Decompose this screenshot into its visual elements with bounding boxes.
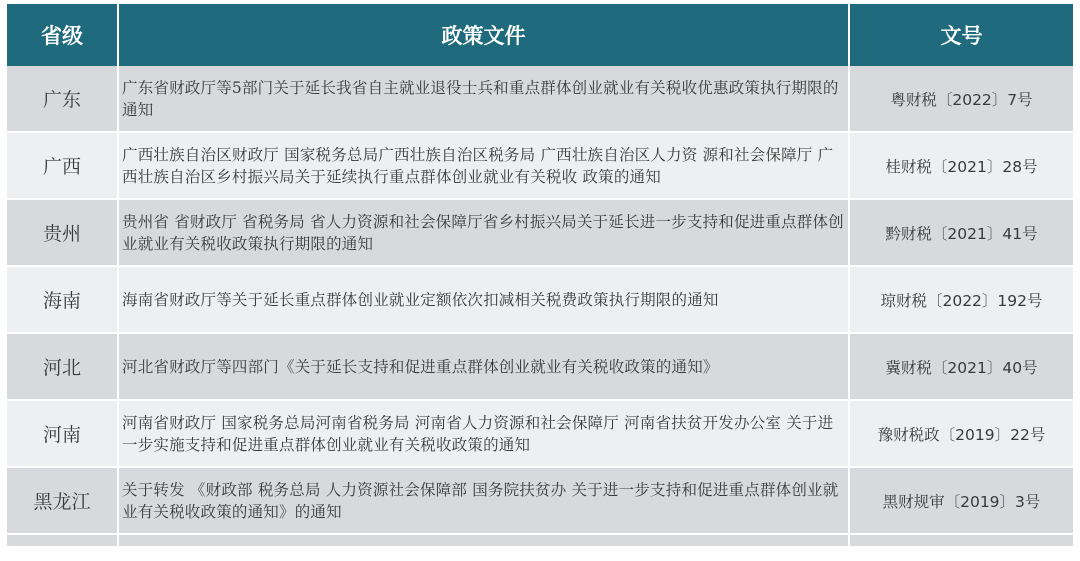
empty-table-row <box>7 535 1073 548</box>
header-doc-number: 文号 <box>850 4 1073 66</box>
table-row <box>7 66 1073 133</box>
document-cell: 贵州省 省财政厅 省税务局 省人力资源和社会保障厅省乡村振兴局关于延长进一步支持和促进重点群体创业就业有关税收政策执行期限的通知 <box>119 200 850 267</box>
province-cell: 河北 <box>7 334 119 401</box>
document-cell: 广西壮族自治区财政厅 国家税务总局广西壮族自治区税务局 广西壮族自治区人力资 源和社会保障厅 广西壮族自治区乡村振兴局关于延续执行重点群体创业就业有关税收 政策的通知 <box>119 133 850 200</box>
document-cell: 广东省财政厅等5部门关于延长我省自主就业退役士兵和重点群体创业就业有关税收优惠政策执行期限的通知 <box>119 66 850 133</box>
doc-number-cell: 黔财税〔2021〕41号 <box>850 200 1073 267</box>
document-cell: 海南省财政厅等关于延长重点群体创业就业定额依次扣减相关税费政策执行期限的通知 <box>119 267 850 334</box>
doc-number-cell: 冀财税〔2021〕40号 <box>850 334 1073 401</box>
province-cell: 海南 <box>7 267 119 334</box>
empty-cell <box>119 535 850 548</box>
province-cell: 河南 <box>7 401 119 468</box>
empty-cell <box>850 535 1073 548</box>
table-row <box>7 401 1073 468</box>
empty-cell <box>7 535 119 548</box>
doc-number-cell: 黑财规审〔2019〕3号 <box>850 468 1073 535</box>
doc-number-cell: 粤财税〔2022〕7号 <box>850 66 1073 133</box>
province-cell: 贵州 <box>7 200 119 267</box>
table-row <box>7 334 1073 401</box>
doc-number-cell: 豫财税政〔2019〕22号 <box>850 401 1073 468</box>
table-row <box>7 468 1073 535</box>
header-document: 政策文件 <box>119 4 850 66</box>
document-cell: 关于转发 《财政部 税务总局 人力资源社会保障部 国务院扶贫办 关于进一步支持和促进重点群体创业就业有关税收政策的通知》的通知 <box>119 468 850 535</box>
table-row <box>7 200 1073 267</box>
policy-table <box>7 4 1073 548</box>
province-cell: 广东 <box>7 66 119 133</box>
table-row <box>7 133 1073 200</box>
document-cell: 河南省财政厅 国家税务总局河南省税务局 河南省人力资源和社会保障厅 河南省扶贫开发办公室 关于进一步实施支持和促进重点群体创业就业有关税收政策的通知 <box>119 401 850 468</box>
document-cell: 河北省财政厅等四部门《关于延长支持和促进重点群体创业就业有关税收政策的通知》 <box>119 334 850 401</box>
province-cell: 黑龙江 <box>7 468 119 535</box>
doc-number-cell: 桂财税〔2021〕28号 <box>850 133 1073 200</box>
table-row <box>7 267 1073 334</box>
province-cell: 广西 <box>7 133 119 200</box>
header-province: 省级 <box>7 4 119 66</box>
table-header-row <box>7 4 1073 66</box>
doc-number-cell: 琼财税〔2022〕192号 <box>850 267 1073 334</box>
